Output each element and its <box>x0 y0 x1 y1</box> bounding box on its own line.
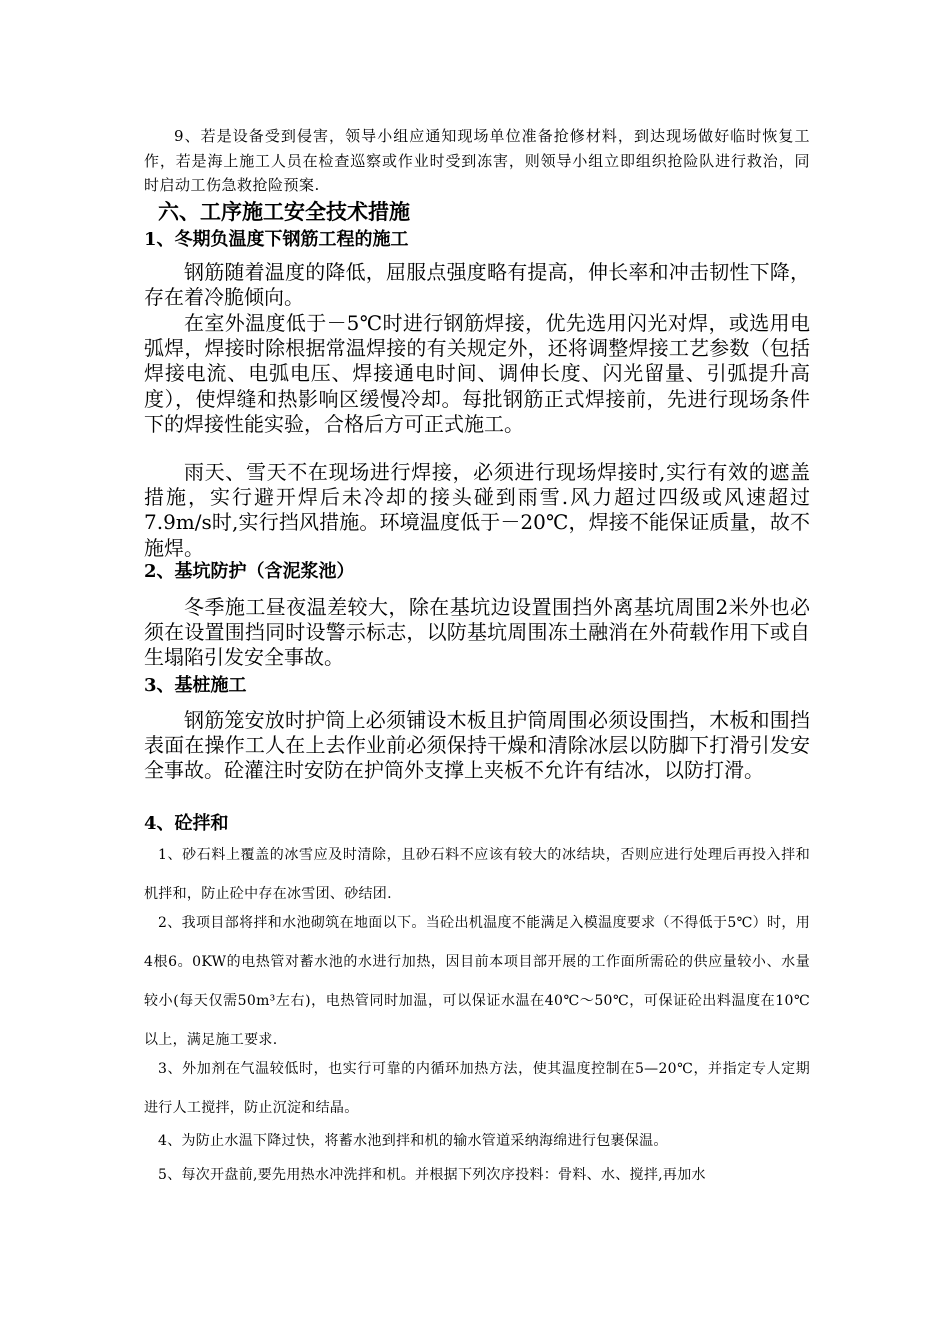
subsection-4-item-4: 4、为防止水温下降过快，将蓄水池到拌和机的输水管道采纳海绵进行包裹保温。 <box>158 1133 668 1149</box>
subsection-1-paragraph-1: 钢筋随着温度的降低，屈服点强度略有提高，伸长率和冲击韧性下降，存在着冷脆倾向。 <box>144 260 810 310</box>
subsection-1-paragraph-3: 雨天、雪天不在现场进行焊接，必须进行现场焊接时,实行有效的遮盖措施，实行避开焊后未冷却的接头碰到雨雪.风力超过四级或风速超过7.9m/s时,实行挡风措施。环境温度低于－20℃，焊接不能保证质量，故不施焊。 <box>144 460 810 560</box>
subsection-3-title: 3、基桩施工 <box>144 675 247 696</box>
subsection-4-item-2: 2、我项目部将拌和水池砌筑在地面以下。当砼出机温度不能满足入模温度要求（不得低于5℃）时，用4根6。0KW的电热管对蓄水池的水进行加热，因目前本项目部开展的工作面所需砼的供应量较小、水量较小(每天仅需50m³左右)，电热管同时加温，可以保证水温在40℃～50℃，可保证砼出料温度在10℃以上，满足施工要求. <box>144 915 810 1048</box>
subsection-4-item-5: 5、每次开盘前,要先用热水冲洗拌和机。并根据下列次序投料：骨料、水、搅拌,再加水 <box>158 1167 706 1183</box>
subsection-4-item-1: 1、砂石料上覆盖的冰雪应及时清除，且砂石料不应该有较大的冰结块，否则应进行处理后再投入拌和机拌和，防止砼中存在冰雪团、砂结团. <box>144 847 810 902</box>
subsection-1-paragraph-2: 在室外温度低于－5℃时进行钢筋焊接，优先选用闪光对焊，或选用电弧焊，焊接时除根据常温焊接的有关规定外，还将调整焊接工艺参数（包括焊接电流、电弧电压、焊接通电时间、调伸长度、闪光留量、引弧提升高度），使焊缝和热影响区缓慢冷却。每批钢筋正式焊接前，先进行现场条件下的焊接性能实验，合格后方可正式施工。 <box>144 311 810 436</box>
subsection-2-title: 2、基坑防护（含泥浆池） <box>144 561 355 582</box>
intro-item-9: 9、若是设备受到侵害，领导小组应通知现场单位准备抢修材料，到达现场做好临时恢复工作，若是海上施工人员在检查巡察或作业时受到冻害，则领导小组立即组织抢险队进行救治，同时启动工伤急救抢险预案. <box>144 127 810 194</box>
section-6-title: 六、工序施工安全技术措施 <box>158 199 410 224</box>
subsection-4-title: 4、砼拌和 <box>144 813 229 834</box>
subsection-2-paragraph-1: 冬季施工昼夜温差较大，除在基坑边设置围挡外离基坑周围2米外也必须在设置围挡同时设警示标志，以防基坑周围冻土融消在外荷载作用下或自生塌陷引发安全事故。 <box>144 595 810 670</box>
subsection-1-title: 1、冬期负温度下钢筋工程的施工 <box>144 229 409 250</box>
subsection-4-item-3: 3、外加剂在气温较低时，也实行可靠的内循环加热方法，使其温度控制在5—20℃，并指定专人定期进行人工搅拌，防止沉淀和结晶。 <box>144 1061 810 1116</box>
subsection-3-paragraph-1: 钢筋笼安放时护筒上必须铺设木板且护筒周围必须设围挡，木板和围挡表面在操作工人在上去作业前必须保持干燥和清除冰层以防脚下打滑引发安全事故。砼灌注时安防在护筒外支撑上夹板不允许有结冰，以防打滑。 <box>144 708 810 783</box>
